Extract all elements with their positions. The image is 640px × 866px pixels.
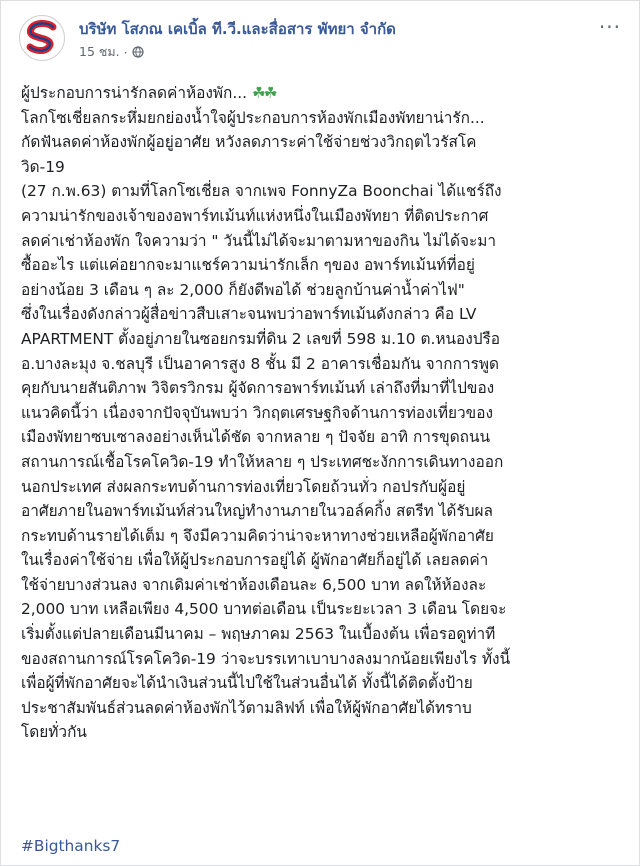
text-line: คุยกับนายสันติภาพ วิจิตรวิกรม ผู้จัดการอพาร์ทเม้นท์ เล่าถึงที่มาที่ไปของ xyxy=(21,379,495,398)
text-line: โดยทั่วกัน xyxy=(21,723,87,742)
text-line: กระทบด้านรายได้เต็ม ๆ จึงมีความคิดว่าน่าจะหาทางช่วยเหลือผู้พักอาศัย xyxy=(21,526,494,545)
text-line: โลกโซเชี่ยลกระหึ่มยกย่องน้ำใจผู้ประกอบการห้องพักเมืองพัทยาน่ารัก... xyxy=(21,108,485,127)
text-line: ผู้ประกอบการน่ารักลดค่าห้องพัก... ☘☘ xyxy=(21,84,276,102)
text-line: เมืองพัทยาซบเซาลงอย่างเห็นได้ชัด จากหลาย ๆ ปัจจัย อาทิ การขุดถนน xyxy=(21,428,491,447)
text-line: กัดฟันลดค่าห้องพักผู้อยู่อาศัย หวังลดภาระค่าใช้จ่ายช่วงวิกฤตไวรัสโค xyxy=(21,133,477,152)
text-line: ซื้ออะไร แต่แค่อยากจะมาแชร์ความน่ารักเล็ก ๆของ อพาร์ทเม้นท์ที่อยู่ xyxy=(21,256,475,275)
page-name-link[interactable]: บริษัท โสภณ เคเบิ้ล ที.วี.และสื่อสาร พัทยา จำกัด xyxy=(79,20,396,38)
text-line: (27 ก.พ.63) ตามที่โลกโซเชี่ยล จากเพจ FonnyZa Boonchai ได้แชร์ถึง xyxy=(21,182,502,201)
text-line: ใช้จ่ายบางส่วนลง จากเดิมค่าเช่าห้องเดือนละ 6,500 บาท ลดให้ห้องละ xyxy=(21,575,487,594)
globe-icon xyxy=(132,46,144,58)
text-line: ของสถานการณ์โรคโควิด-19 ว่าจะบรรเทาเบาบางลงมากน้อยเพียงไร ทั้งนี้ xyxy=(21,649,511,668)
text-line: วิด-19 xyxy=(21,157,65,176)
text-line: เพื่อผู้ที่พักอาศัยจะได้นำเงินส่วนนี้ไปใช้ในส่วนอื่นได้ ทั้งนี้ได้ติดตั้งป้าย xyxy=(21,674,473,693)
text-line: ลดค่าเช่าห้องพัก ใจความว่า " วันนี้ไม่ได้จะมาตามหาของกิน ไม่ได้จะมา xyxy=(21,231,497,250)
text-line: ซึ่งในเรื่องดังกล่าวผู้สื่อข่าวสืบเสาะจนพบว่าอพาร์ทเม้นดังกล่าว คือ LV xyxy=(21,305,477,324)
hashtag-link[interactable]: #Bigthanks7 xyxy=(21,837,121,855)
page-avatar[interactable] xyxy=(19,15,65,61)
text-line: อย่างน้อย 3 เดือน ๆ ละ 2,000 ก็ยังดีพอได้ ช่วยลูกบ้านค่าน้ำค่าไฟ" xyxy=(21,280,465,299)
text-line: สถานการณ์เชื้อโรคโควิด-19 ทำให้หลาย ๆ ประเทศชะงักการเดินทางออก xyxy=(21,452,504,471)
clover-icon: ☘☘ xyxy=(251,84,276,102)
post-timestamp[interactable]: 15 ชม. xyxy=(79,44,120,59)
text-line: อาศัยภายในอพาร์ทเม้นท์ส่วนใหญ่ทำงานภายในวอล์คกิ้ง สตรีท ได้รับผล xyxy=(21,502,493,521)
text-line: ความน่ารักของเจ้าของอพาร์ทเม้นท์แห่งหนึ่งในเมืองพัทยา ที่ติดประกาศ xyxy=(21,206,489,225)
text-line: APARTMENT ตั้งอยู่ภายในซอยกรมที่ดิน 2 เลขที่ 598 ม.10 ต.หนองปรือ xyxy=(21,329,501,348)
more-options-button[interactable]: ··· xyxy=(598,15,621,39)
post-header xyxy=(19,15,625,65)
meta-separator: · xyxy=(123,44,128,60)
text-line: ในเรื่องค่าใช้จ่าย เพื่อให้ผู้ประกอบการอยู่ได้ ผู้พักอาศัยก็อยู่ได้ เลยลดค่า xyxy=(21,551,489,570)
text-line: แนวคิดนี้ว่า เนื่องจากปัจจุบันพบว่า วิกฤตเศรษฐกิจด้านการท่องเที่ยวของ xyxy=(21,403,493,422)
s-logo-icon xyxy=(20,16,64,60)
text-line: ประชาสัมพันธ์ส่วนลดค่าห้องพักไว้ตามลิฟท์ เพื่อให้ผู้พักอาศัยได้ทราบ xyxy=(21,698,472,717)
text-line: นอกประเทศ ส่งผลกระทบด้านการท่องเที่ยวโดยถ้วนทั่ว กอปรกับผู้อยู่ xyxy=(21,477,466,496)
text-line: อ.บางละมุง จ.ชลบุรี เป็นอาคารสูง 8 ชั้น มี 2 อาคารเชื่อมกัน จากการพูด xyxy=(21,354,499,373)
text-line: 2,000 บาท เหลือเพียง 4,500 บาทต่อเดือน เป็นระยะเวลา 3 เดือน โดยจะ xyxy=(21,600,507,619)
post-meta xyxy=(79,42,144,62)
text-line: เริ่มตั้งแต่ปลายเดือนมีนาคม – พฤษภาคม 2563 ในเบื้องต้น เพื่อรอดูท่าที xyxy=(21,625,496,644)
post-body xyxy=(21,81,623,745)
